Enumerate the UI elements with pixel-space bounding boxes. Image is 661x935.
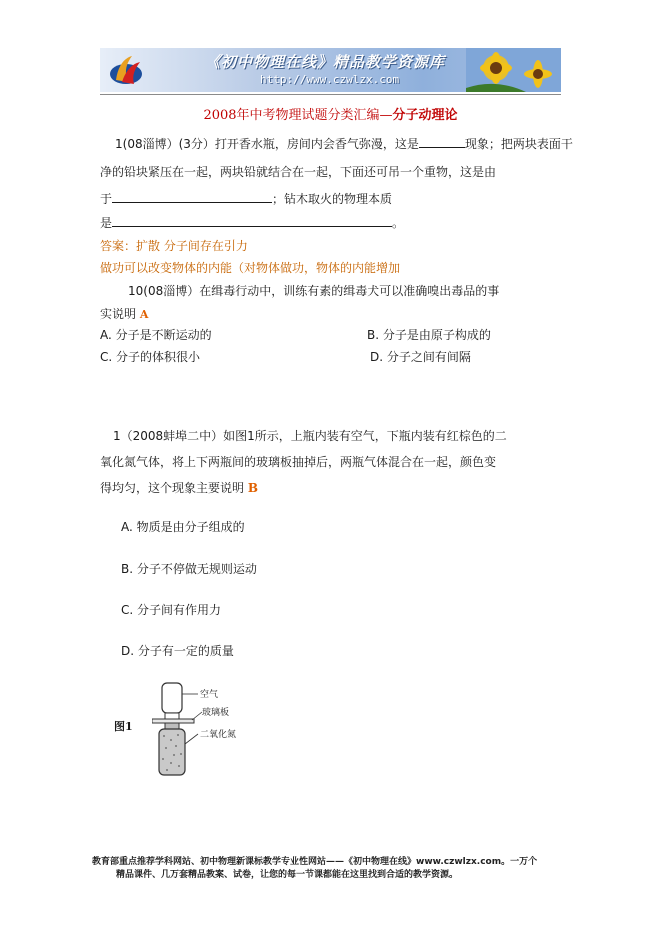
q2-option-d: D. 分子之间有间隔 [370, 350, 471, 364]
q3-option-a: A. 物质是由分子组成的 [121, 520, 245, 534]
banner-url: http://www.czwlzx.com [260, 73, 400, 86]
q2-option-c: C. 分子的体积很小 [100, 350, 201, 364]
q1-answer: 答案：扩散 分子间存在引力 [100, 239, 248, 253]
q1-line4-text: 是 [100, 216, 113, 230]
q1-line3-text: 于 [100, 192, 113, 206]
banner-title: 《初中物理在线》精品教学资源库 [205, 53, 446, 71]
site-logo-icon [106, 52, 146, 88]
q1-line3 [100, 190, 392, 207]
q2-option-a: A. 分子是不断运动的 [100, 328, 212, 342]
q2-option-b: B. 分子是由原子构成的 [367, 328, 491, 342]
q1-line4-tail: 。 [392, 216, 405, 230]
figure-label-air: 空气 [200, 690, 219, 700]
footer-line-2: 精品课件、几万套精品教案、试卷，让您的每一节课都能在这里找到合适的教学资源。 [116, 870, 459, 880]
header-banner [100, 48, 561, 92]
figure-caption: 图1 [114, 720, 133, 733]
q3-option-d: D. 分子有一定的质量 [121, 644, 234, 658]
q1-answer-cont: 做功可以改变物体的内能（对物体做功，物体的内能增加 [100, 261, 401, 275]
q3-answer-letter: B [247, 481, 258, 495]
q1-line1 [115, 135, 573, 152]
q1-line2: 净的铅块紧压在一起，两块铅就结合在一起，下面还可吊一个重物，这是由 [100, 165, 497, 179]
figure-1 [114, 680, 314, 780]
page-title-topic: 分子动理论 [392, 108, 458, 123]
page-title-prefix: 2008年中考物理试题分类汇编— [203, 108, 393, 123]
figure-label-glass: 玻璃板 [202, 708, 230, 718]
figure-label-no2: 二氧化氮 [200, 730, 237, 740]
q1-line1-text: 1(08淄博）(3分）打开香水瓶，房间内会香气弥漫，这是 [115, 137, 419, 151]
q3-line3-text: 得均匀，这个现象主要说明 [100, 481, 245, 495]
footer-line-1: 教育部重点推荐学科网站、初中物理新课标教学专业性网站——《初中物理在线》www.czwlzx.com。一万个 [92, 857, 538, 867]
sunflower-icon [466, 48, 561, 92]
q1-line4 [100, 214, 404, 231]
q1-line1-tail: 现象；把两块表面干 [464, 137, 573, 151]
page-title [0, 104, 661, 123]
q3-line2: 氧化氮气体，将上下两瓶间的玻璃板抽掉后，两瓶气体混合在一起，颜色变 [100, 455, 497, 469]
q3-option-c: C. 分子间有作用力 [121, 603, 222, 617]
q2-line2 [100, 305, 148, 322]
q2-line1: 10(08淄博）在缉毒行动中，训练有素的缉毒犬可以准确嗅出毒品的事 [128, 284, 500, 298]
page-footer [92, 856, 580, 882]
q3-line1: 1（2008蚌埠二中）如图1所示，上瓶内装有空气，下瓶内装有红棕色的二 [113, 429, 507, 443]
q1-line3-tail: ；钻木取火的物理本质 [272, 192, 393, 206]
q1-blank-3 [112, 214, 392, 227]
q2-line2-text: 实说明 [100, 307, 137, 321]
q1-blank-2 [112, 190, 272, 203]
q3-option-b: B. 分子不停做无规则运动 [121, 562, 257, 576]
q2-answer-letter: A [139, 308, 149, 321]
q3-line3 [100, 479, 258, 496]
header-divider [100, 94, 561, 95]
q1-blank-1 [419, 135, 465, 148]
